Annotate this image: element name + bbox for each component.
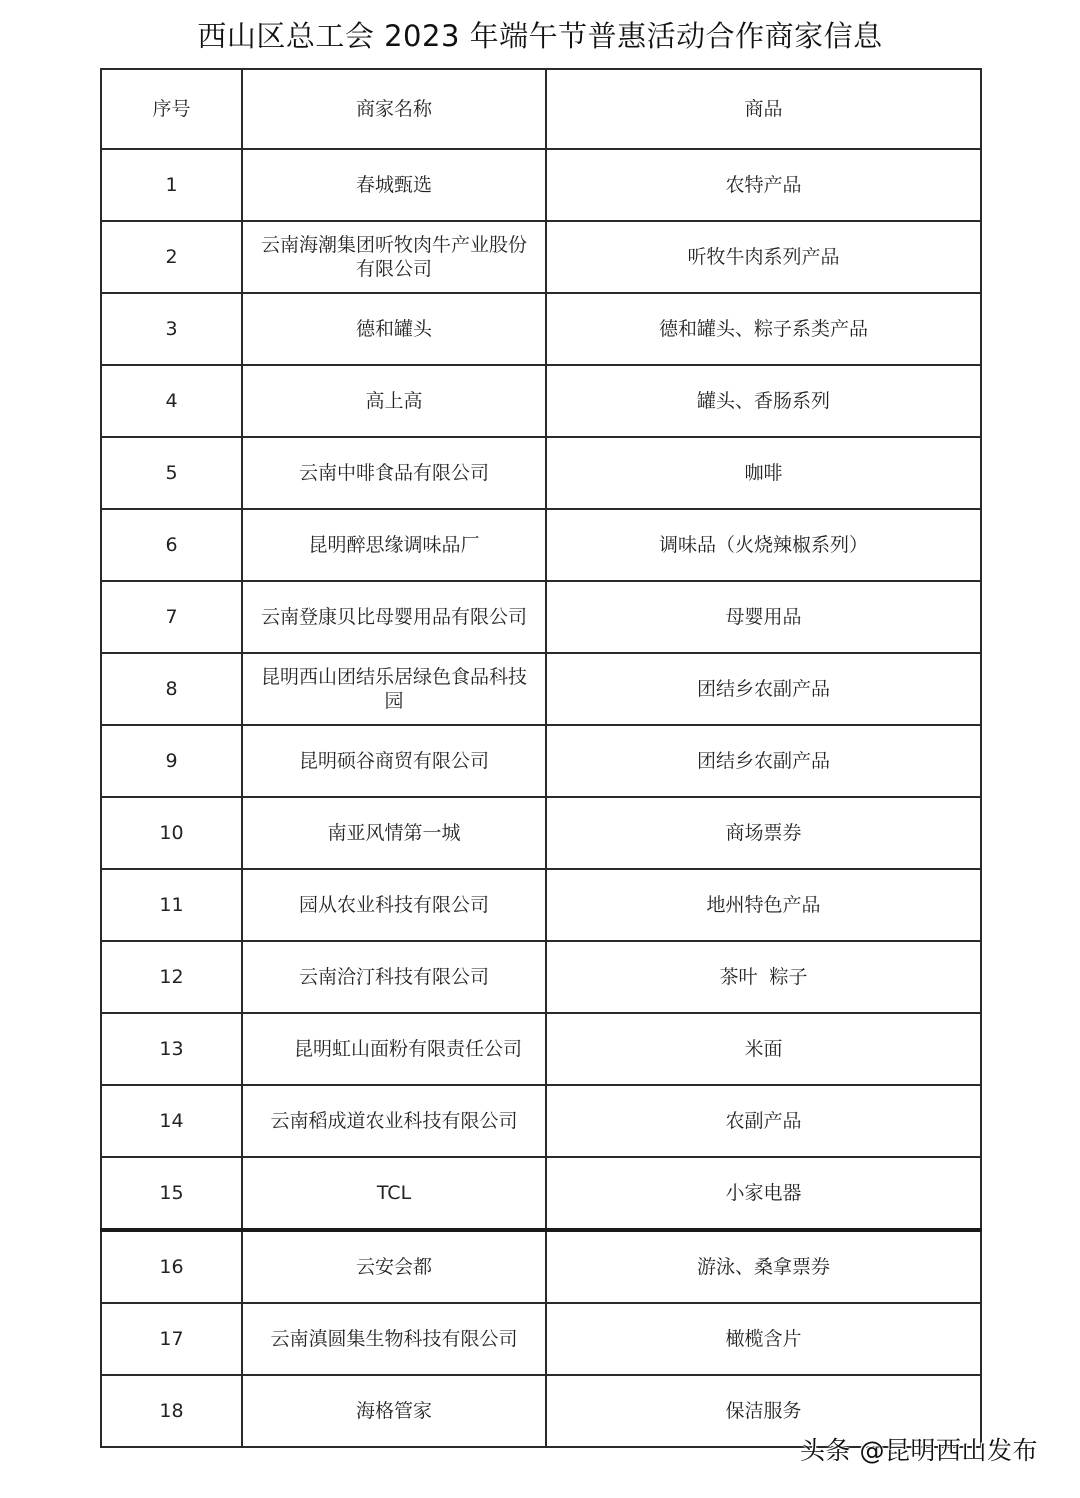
- cell-merchant-name: 昆明硕谷商贸有限公司: [242, 725, 546, 797]
- table-row: [101, 221, 981, 293]
- table-row: [101, 437, 981, 509]
- table-row: [101, 941, 981, 1013]
- cell-serial-number: 4: [101, 365, 242, 437]
- cell-goods: 小家电器: [546, 1157, 981, 1230]
- cell-merchant-name: 云南登康贝比母婴用品有限公司: [242, 581, 546, 653]
- table-row: [101, 1157, 981, 1230]
- cell-merchant-name: 云南海潮集团听牧肉牛产业股份有限公司: [242, 221, 546, 293]
- cell-merchant-name: 德和罐头: [242, 293, 546, 365]
- cell-merchant-name: 云南稻成道农业科技有限公司: [242, 1085, 546, 1157]
- cell-serial-number: 17: [101, 1303, 242, 1375]
- table-row: [101, 365, 981, 437]
- cell-serial-number: 8: [101, 653, 242, 725]
- table-row: [101, 725, 981, 797]
- cell-goods: 游泳、桑拿票券: [546, 1230, 981, 1303]
- cell-merchant-name: 高上高: [242, 365, 546, 437]
- cell-goods: 听牧牛肉系列产品: [546, 221, 981, 293]
- cell-merchant-name: 昆明西山团结乐居绿色食品科技园: [242, 653, 546, 725]
- source-watermark: 头条 @昆明西山发布: [800, 1436, 1038, 1465]
- table-row: [101, 509, 981, 581]
- cell-goods: 农副产品: [546, 1085, 981, 1157]
- cell-serial-number: 13: [101, 1013, 242, 1085]
- cell-merchant-name: 昆明虹山面粉有限责任公司: [242, 1013, 546, 1085]
- cell-serial-number: 3: [101, 293, 242, 365]
- table-row: [101, 293, 981, 365]
- cell-goods: 地州特色产品: [546, 869, 981, 941]
- table-row: [101, 1230, 981, 1303]
- cell-merchant-name: 云南洽汀科技有限公司: [242, 941, 546, 1013]
- cell-merchant-name: 海格管家: [242, 1375, 546, 1447]
- cell-merchant-name: 南亚风情第一城: [242, 797, 546, 869]
- table-row: [101, 581, 981, 653]
- cell-goods: 调味品（火烧辣椒系列）: [546, 509, 981, 581]
- cell-serial-number: 5: [101, 437, 242, 509]
- cell-merchant-name: 云南中啡食品有限公司: [242, 437, 546, 509]
- cell-serial-number: 7: [101, 581, 242, 653]
- header-goods: 商品: [546, 69, 981, 149]
- table-row: [101, 653, 981, 725]
- cell-goods: 团结乡农副产品: [546, 725, 981, 797]
- cell-goods: 橄榄含片: [546, 1303, 981, 1375]
- cell-serial-number: 6: [101, 509, 242, 581]
- table-row: [101, 1013, 981, 1085]
- cell-goods: 团结乡农副产品: [546, 653, 981, 725]
- cell-serial-number: 11: [101, 869, 242, 941]
- cell-goods: 咖啡: [546, 437, 981, 509]
- cell-serial-number: 10: [101, 797, 242, 869]
- cell-merchant-name: 春城甄选: [242, 149, 546, 221]
- cell-goods: 德和罐头、粽子系类产品: [546, 293, 981, 365]
- header-serial-number: 序号: [101, 69, 242, 149]
- cell-goods: 母婴用品: [546, 581, 981, 653]
- cell-goods: 罐头、香肠系列: [546, 365, 981, 437]
- header-merchant-name: 商家名称: [242, 69, 546, 149]
- cell-merchant-name: 昆明醉思缘调味品厂: [242, 509, 546, 581]
- cell-merchant-name: 云南滇圆集生物科技有限公司: [242, 1303, 546, 1375]
- cell-merchant-name: 云安会都: [242, 1230, 546, 1303]
- cell-goods: 茶叶 粽子: [546, 941, 981, 1013]
- cell-goods: 保洁服务: [546, 1375, 981, 1447]
- cell-serial-number: 16: [101, 1230, 242, 1303]
- table-row: [101, 149, 981, 221]
- table-row: [101, 797, 981, 869]
- cell-serial-number: 9: [101, 725, 242, 797]
- table-row: [101, 1303, 981, 1375]
- cell-goods: 商场票券: [546, 797, 981, 869]
- cell-serial-number: 12: [101, 941, 242, 1013]
- merchant-table: [100, 68, 982, 1448]
- cell-serial-number: 1: [101, 149, 242, 221]
- cell-merchant-name: 园从农业科技有限公司: [242, 869, 546, 941]
- cell-serial-number: 2: [101, 221, 242, 293]
- cell-serial-number: 14: [101, 1085, 242, 1157]
- cell-merchant-name: TCL: [242, 1157, 546, 1230]
- document-title: 西山区总工会 2023 年端午节普惠活动合作商家信息: [197, 19, 883, 53]
- cell-goods: 农特产品: [546, 149, 981, 221]
- cell-serial-number: 15: [101, 1157, 242, 1230]
- table-header-row: [101, 69, 981, 149]
- table-row: [101, 1085, 981, 1157]
- cell-goods: 米面: [546, 1013, 981, 1085]
- cell-serial-number: 18: [101, 1375, 242, 1447]
- table-row: [101, 869, 981, 941]
